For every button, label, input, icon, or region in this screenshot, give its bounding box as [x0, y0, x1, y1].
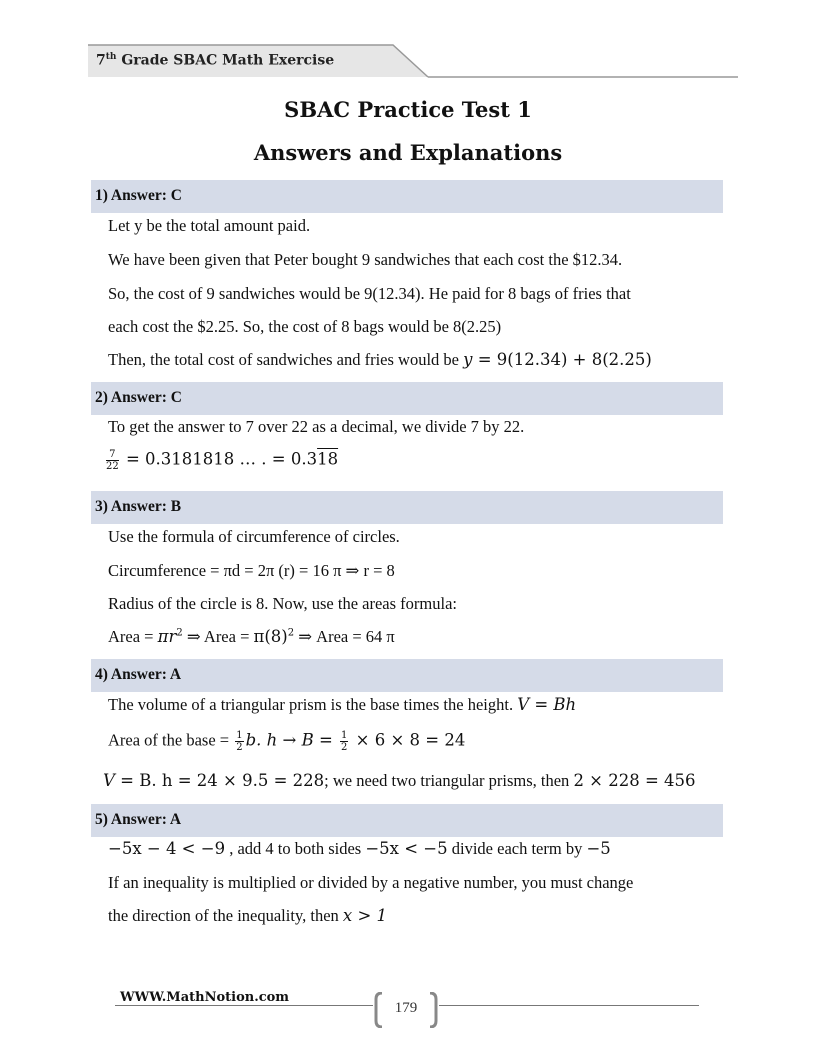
q5-line-2: If an inequality is multiplied or divided by a negative number, you must change [108, 873, 634, 892]
q4-line-2: Area of the base = $\frac{1}{2}$ b. h → B = $\frac{1}{2}$ × 6 × 8 = 24 [108, 730, 466, 753]
fraction-7-22: $\frac{7}{22}$ [106, 449, 119, 472]
q1-line-3: So, the cost of 9 sandwiches would be 9(12.34). He paid for 8 bags of fries that [108, 284, 631, 303]
q3-line-2: Circumference = πd = 2π (r) = 16 π ⇒ r = 8 [108, 561, 395, 580]
page-number: 179 [394, 1000, 418, 1016]
answer-bar-4: 4) Answer: A [91, 659, 723, 692]
page-title: SBAC Practice Test 1 [284, 97, 532, 122]
answer-bar-2: 2) Answer: C [91, 382, 723, 415]
q2-line-2: $\frac{7}{22}$ = 0.3181818 … . = 0.318 [106, 449, 339, 472]
footer-rule-right [439, 1005, 699, 1006]
header-title: 7th Grade SBAC Math Exercise [96, 52, 335, 69]
answer-bar-1: 1) Answer: C [91, 180, 723, 213]
q1-line-2: We have been given that Peter bought 9 sandwiches that each cost the $12.34. [108, 250, 623, 269]
q3-line-3: Radius of the circle is 8. Now, use the areas formula: [108, 594, 457, 613]
page-subtitle: Answers and Explanations [253, 140, 563, 165]
q1-line-1: Let y be the total amount paid. [108, 216, 311, 235]
q5-line-1: −5x − 4 < −9 , add 4 to both sides −5x < −5 divide each term by −5 [108, 839, 611, 858]
q4-line-1: The volume of a triangular prism is the base times the height. V = Bh [108, 695, 577, 714]
fraction-1-2-b: $\frac{1}{2}$ [341, 730, 348, 753]
q3-line-4: Area = $\pi r^2$ ⇒ Area = $\pi(8)^2$ ⇒ Area = 64 π [108, 627, 395, 646]
q2-line-1: To get the answer to 7 over 22 as a decimal, we divide 7 by 22. [108, 417, 525, 436]
fraction-1-2: $\frac{1}{2}$ [236, 730, 243, 753]
footer-url: WWW.MathNotion.com [120, 990, 290, 1005]
q1-line-4: each cost the $2.25. So, the cost of 8 bags would be 8(2.25) [108, 317, 502, 336]
q5-line-3: the direction of the inequality, then x > 1 [108, 906, 388, 925]
answer-bar-5: 5) Answer: A [91, 804, 723, 837]
q3-line-1: Use the formula of circumference of circles. [108, 527, 400, 546]
q4-line-3: V = B. h = 24 × 9.5 = 228; we need two triangular prisms, then 2 × 228 = 456 [103, 771, 696, 790]
page-number-box [373, 992, 439, 1028]
page-header [88, 44, 738, 78]
answer-bar-3: 3) Answer: B [91, 491, 723, 524]
q1-line-5: Then, the total cost of sandwiches and fries would be y = 9(12.34) + 8(2.25) [108, 350, 652, 369]
footer-rule-left [115, 1005, 373, 1006]
